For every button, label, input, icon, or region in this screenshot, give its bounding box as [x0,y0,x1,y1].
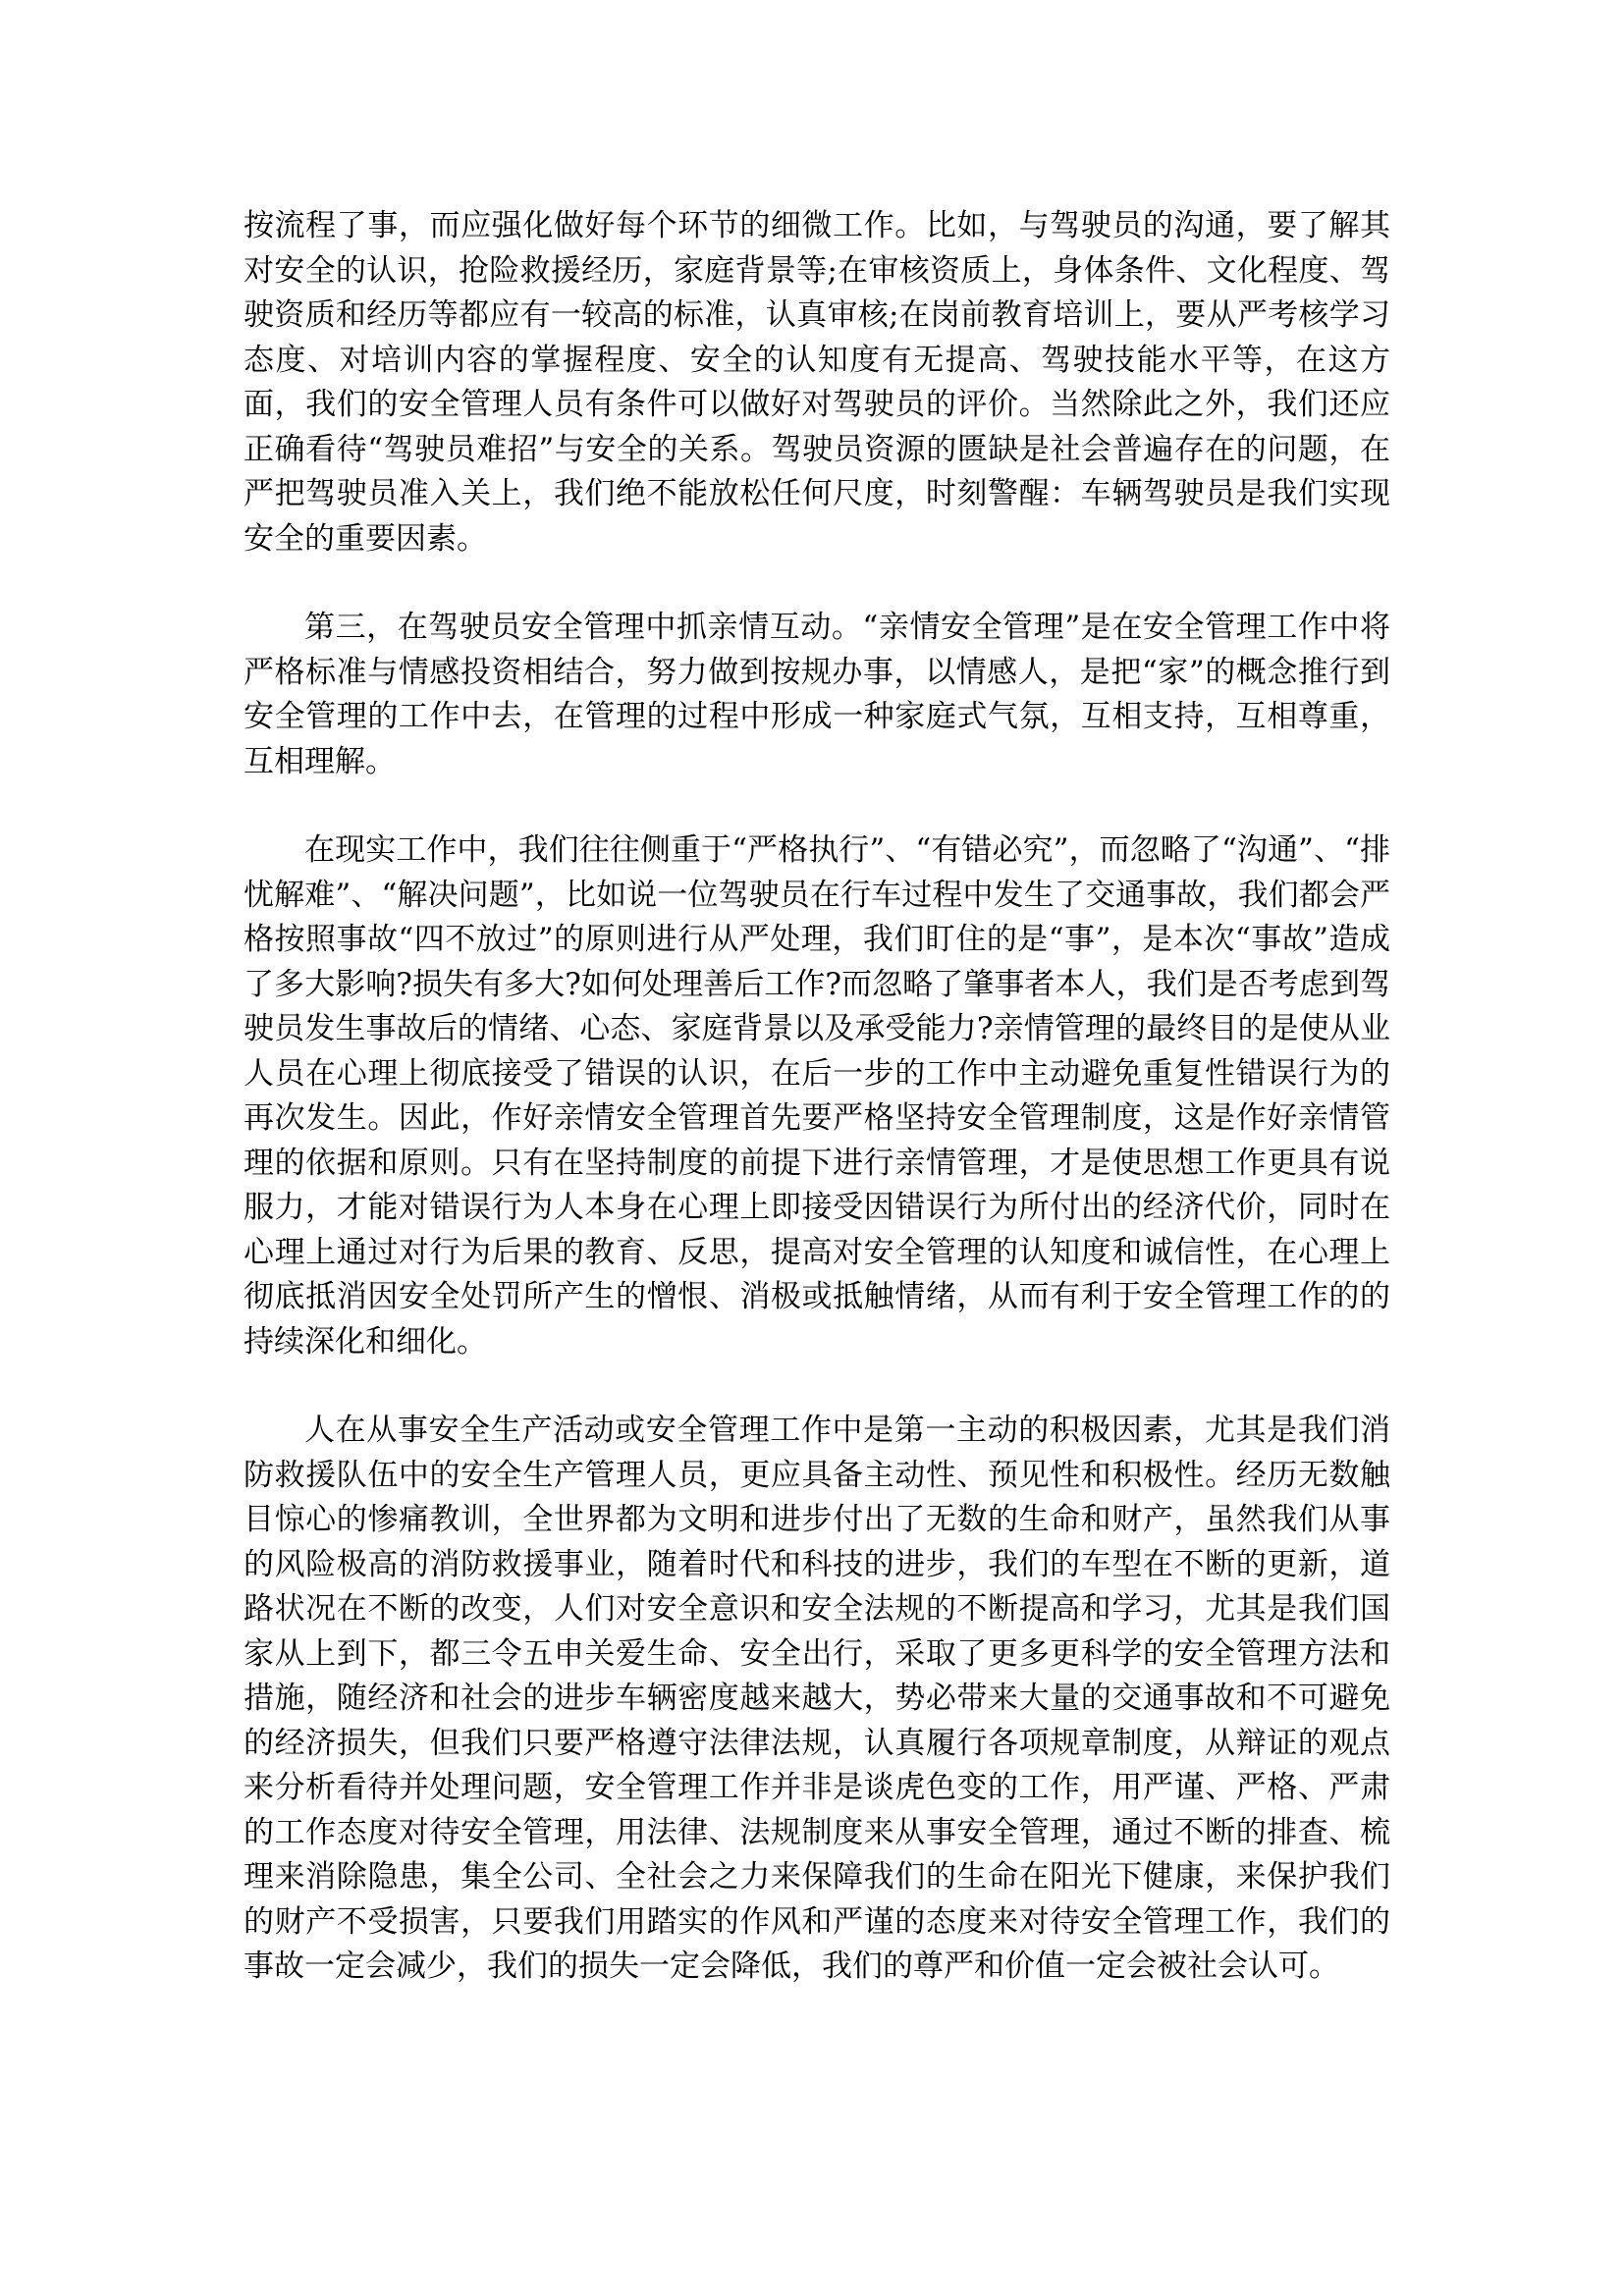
paragraph-family-care-management: 第三，在驾驶员安全管理中抓亲情互动。“亲情安全管理”是在安全管理工作中将严格标准与情感投资相结合，努力做到按规办事，以情感人，是把“家”的概念推行到安全管理的工作中去，在管理的过程中形成一种家庭式气氛，互相支持，互相尊重，互相理解。 [244,610,1390,779]
paragraph-continued: 按流程了事，而应强化做好每个环节的细微工作。比如，与驾驶员的沟通，要了解其对安全的认识，抢险救援经历，家庭背景等;在审核资质上，身体条件、文化程度、驾驶资质和经历等都应有一较高的标准，认真审核;在岗前教育培训上，要从严考核学习态度、对培训内容的掌握程度、安全的认知度有无提高、驾驶技能水平等，在这方面，我们的安全管理人员有条件可以做好对驾驶员的评价。当然除此之外，我们还应正确看待“驾驶员难招”与安全的关系。驾驶员资源的匮缺是社会普遍存在的问题，在严把驾驶员准入关上，我们绝不能放松任何尺度，时刻警醒：车辆驾驶员是我们实现安全的重要因素。 [244,208,1390,557]
paragraph-real-work-practice: 在现实工作中，我们往往侧重于“严格执行”、“有错必究”，而忽略了“沟通”、“排忧解难”、“解决问题”，比如说一位驾驶员在行车过程中发生了交通事故，我们都会严格按照事故“四不放过”的原则进行从严处理，我们盯住的是“事”，是本次“事故”造成了多大影响?损失有多大?如何处理善后工作?而忽略了肇事者本人，我们是否考虑到驾驶员发生事故后的情绪、心态、家庭背景以及承受能力?亲情管理的最终目的是使从业人员在心理上彻底接受了错误的认识，在后一步的工作中主动避免重复性错误行为的再次发生。因此，作好亲情安全管理首先要严格坚持安全管理制度，这是作好亲情管理的依据和原则。只有在坚持制度的前提下进行亲情管理，才是使思想工作更具有说服力，才能对错误行为人本身在心理上即接受因错误行为所付出的经济代价，同时在心理上通过对行为后果的教育、反思，提高对安全管理的认知度和诚信性，在心理上彻底抵消因安全处罚所产生的憎恨、消极或抵触情绪，从而有利于安全管理工作的的持续深化和细化。 [244,832,1390,1360]
paragraph-human-factor-safety: 人在从事安全生产活动或安全管理工作中是第一主动的积极因素，尤其是我们消防救援队伍中的安全生产管理人员，更应具备主动性、预见性和积极性。经历无数触目惊心的惨痛教训，全世界都为文明和进步付出了无数的生命和财产，虽然我们从事的风险极高的消防救援事业，随着时代和科技的进步，我们的车型在不断的更新，道路状况在不断的改变，人们对安全意识和安全法规的不断提高和学习，尤其是我们国家从上到下，都三令五申关爱生命、安全出行，采取了更多更科学的安全管理方法和措施，随经济和社会的进步车辆密度越来越大，势必带来大量的交通事故和不可避免的经济损失，但我们只要严格遵守法律法规，认真履行各项规章制度，从辩证的观点来分析看待并处理问题，安全管理工作并非是谈虎色变的工作，用严谨、严格、严肃的工作态度对待安全管理，用法律、法规制度来从事安全管理，通过不断的排查、梳理来消除隐患，集全公司、全社会之力来保障我们的生命在阳光下健康，来保护我们的财产不受损害，只要我们用踏实的作风和严谨的态度来对待安全管理工作，我们的事故一定会减少，我们的损失一定会降低，我们的尊严和价值一定会被社会认可。 [244,1413,1390,1984]
document-page [244,204,1390,2034]
